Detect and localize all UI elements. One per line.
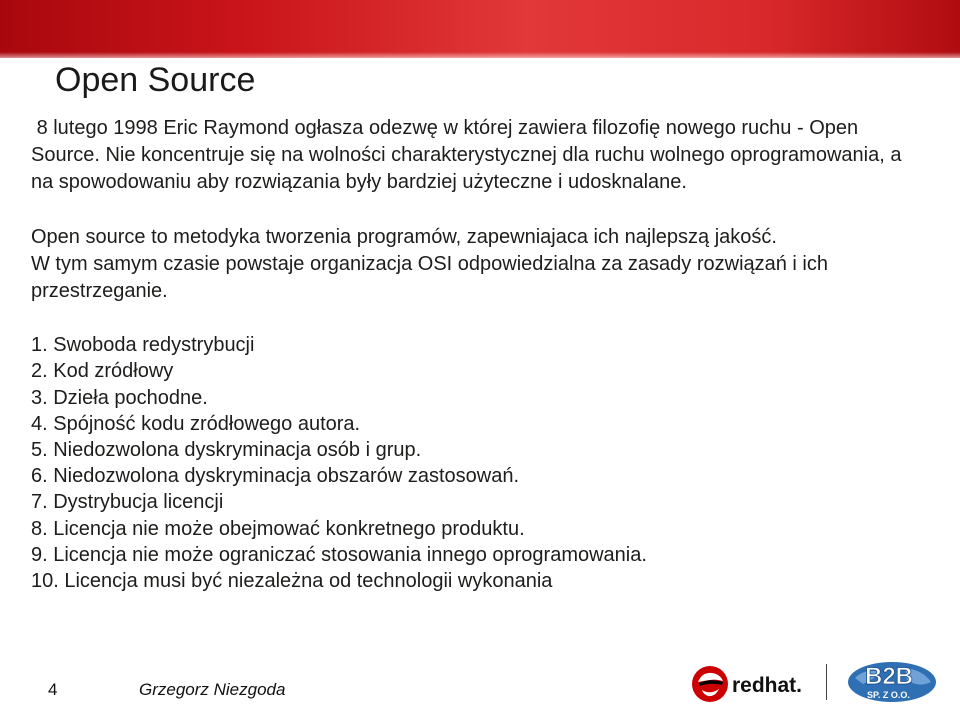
paragraph-history: 8 lutego 1998 Eric Raymond ogłasza odezwę w której zawiera filozofię nowego ruchu - Open Source. Nie koncentruje się na wolności charakterystycznej dla ruchu wolnego oprogramowania, a na spowodowaniu aby rozwiązania były bardziej użyteczne i udosknalane. (31, 117, 908, 194)
list-item: 9. Licencja nie może ograniczać stosowania innego oprogramowania. (31, 543, 647, 566)
list-item: 5. Niedozwolona dyskryminacja osób i grup. (31, 439, 422, 462)
paragraph-osi: W tym samym czasie powstaje organizacja OSI odpowiedzialna za zasady rozwiązań i ich przestrzeganie. (31, 252, 829, 303)
list-item: 1. Swoboda redystrybucji (31, 334, 255, 357)
list-item: 4. Spójność kodu zródłowego autora. (31, 412, 361, 435)
slide-body (31, 115, 911, 594)
redhat-logo (690, 664, 820, 704)
list-item: 3. Dzieła pochodne. (31, 386, 208, 409)
slide-title: Open Source (55, 61, 256, 99)
b2b-logo (845, 658, 940, 704)
author-name: Grzegorz Niezgoda (139, 680, 286, 699)
logo-divider (826, 664, 827, 700)
list-item: 8. Licencja nie może obejmować konkretnego produktu. (31, 517, 525, 540)
list-item: 2. Kod zródłowy (31, 360, 174, 383)
paragraph-definition: Open source to metodyka tworzenia programów, zapewniajaca ich najlepszą jakość. (31, 225, 777, 248)
list-item: 10. Licencja musi być niezależna od technologii wykonania (31, 570, 553, 593)
redhat-wordmark: redhat. (732, 674, 803, 697)
header-bar (0, 0, 960, 58)
list-item: 7. Dystrybucja licencji (31, 491, 224, 514)
list-item: 6. Niedozwolona dyskryminacja obszarów zastosowań. (31, 465, 520, 488)
spacer (31, 305, 911, 332)
b2b-wordmark: B2B (865, 663, 914, 690)
osi-rules-list (31, 332, 911, 594)
shadowman-icon (692, 666, 728, 702)
b2b-subtitle: SP. Z O.O. (867, 690, 910, 700)
page-number: 4 (48, 680, 58, 699)
spacer (31, 197, 911, 224)
